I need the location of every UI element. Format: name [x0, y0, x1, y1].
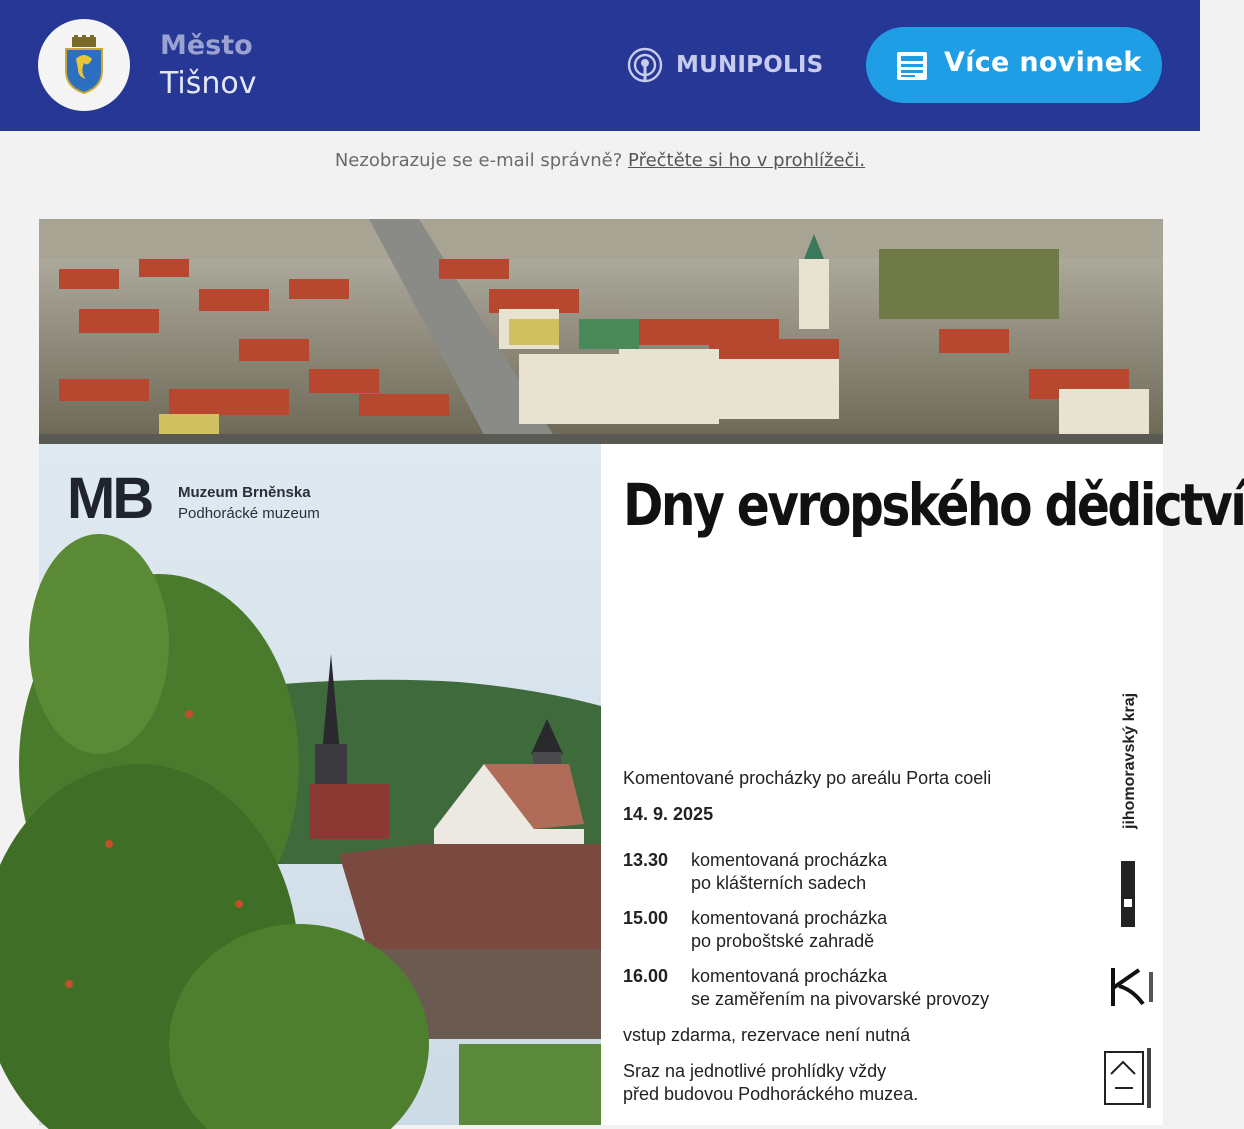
city-label: Město [160, 30, 253, 61]
city-name: Tišnov [160, 66, 257, 101]
program-time: 16.00 [623, 966, 669, 986]
museum-name [178, 482, 320, 524]
admission-note: vstup zdarma, rezervace není nutná [623, 1025, 911, 1045]
program-description: komentovaná procházka se zaměřením na pivovarské provozy [691, 966, 990, 1009]
poster-title: Dny evropského dědictví [623, 471, 1244, 539]
broadcast-icon [626, 46, 664, 84]
sponsor-emblem-logo [1101, 1044, 1159, 1112]
poster-date: 14. 9. 2025 [623, 804, 714, 824]
more-news-button[interactable] [866, 27, 1162, 103]
more-news-label: Více novinek [944, 47, 1142, 78]
program-description: komentovaná procházka po klášterních sadech [691, 850, 888, 893]
munipolis-brand[interactable] [626, 45, 823, 85]
coat-of-arms-icon [62, 37, 106, 93]
poster-info-panel [601, 444, 1244, 1125]
museum-logo: MB [67, 466, 152, 531]
program-time: 13.30 [623, 850, 669, 870]
aerial-town-photo [39, 219, 1163, 444]
meeting-note: Sraz na jednotlivé prohlídky vždy před budovou Podhoráckého muzea. [623, 1061, 919, 1104]
monastery-photo [39, 444, 601, 1125]
region-logo: jihomoravský kraj [1121, 692, 1138, 829]
newsletter-header [0, 0, 1200, 131]
notice-text: Nezobrazuje se e-mail správně? [334, 150, 623, 171]
museum-name-line2: Podhorácké muzeum [178, 505, 320, 522]
munipolis-wordmark: MUNIPOLIS [676, 52, 824, 78]
ids-jmk-logo [1119, 859, 1139, 929]
event-poster [39, 444, 1244, 1125]
newspaper-icon [896, 51, 928, 81]
browser-view-notice [0, 150, 1200, 171]
poster-subtitle: Komentované procházky po areálu Porta coeli [623, 768, 992, 788]
city-logo[interactable] [38, 19, 130, 111]
museum-name-line1: Muzeum Brněnska [178, 484, 311, 501]
klaster-logo [1109, 966, 1159, 1010]
program-time: 15.00 [623, 908, 669, 928]
program-description: komentovaná procházka po proboštské zahradě [691, 908, 888, 951]
view-in-browser-link[interactable]: Přečtěte si ho v prohlížeči. [628, 150, 866, 171]
